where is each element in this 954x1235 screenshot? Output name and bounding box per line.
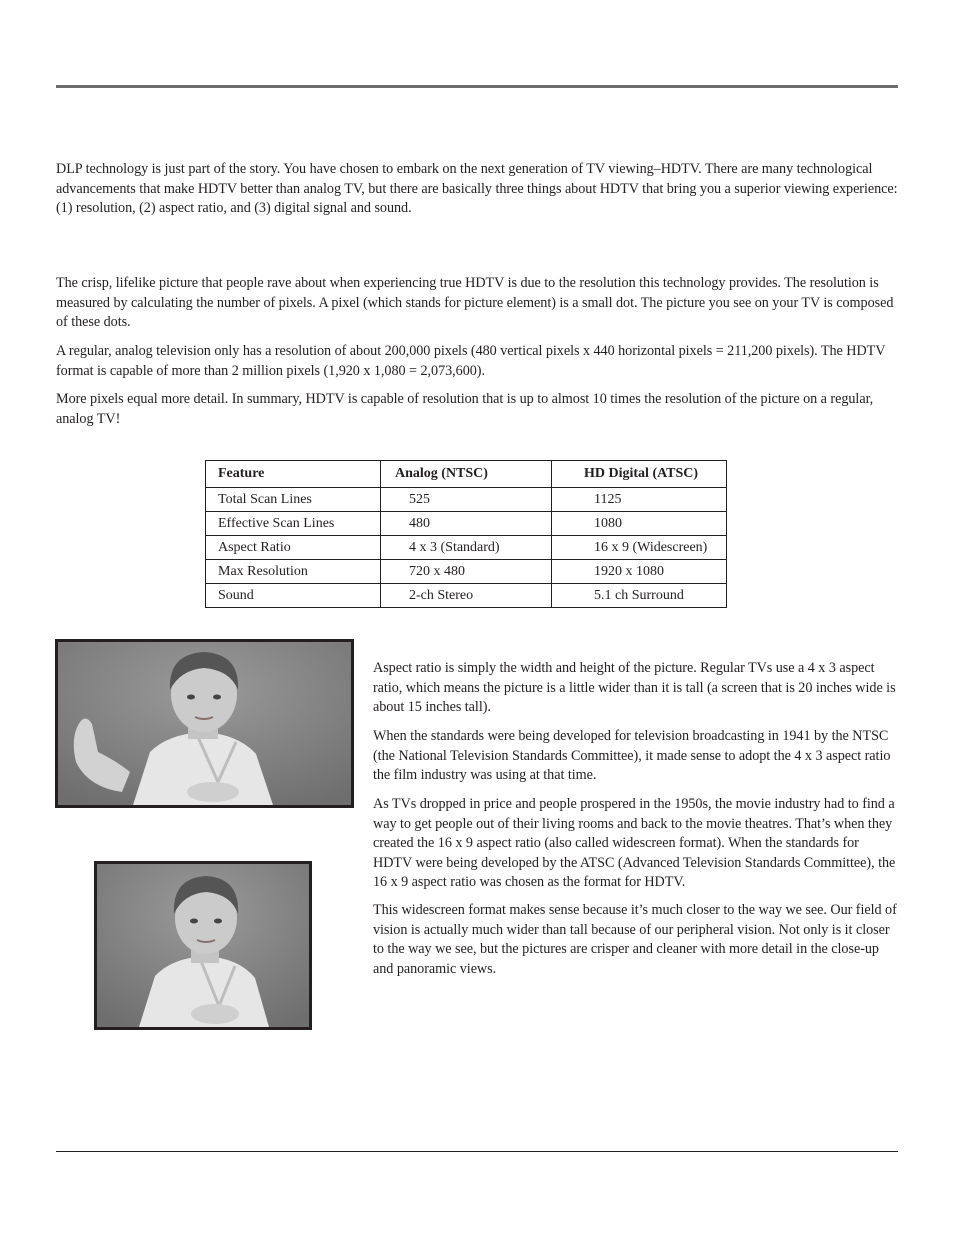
table-cell: 2-ch Stereo: [381, 584, 552, 608]
footer-rule: [56, 1151, 898, 1152]
resolution-paragraph-1: The crisp, lifelike picture that people rave about when experiencing true HDTV is due to the resolution this technology provides. The resolution is measured by calculating the number of pixels. A pixel (which stands for picture element) is a small dot. The picture you see on your TV is composed of these dots.: [56, 275, 894, 330]
table-cell: Aspect Ratio: [206, 536, 381, 560]
table-cell: 480: [381, 512, 552, 536]
table-header-cell: Analog (NTSC): [381, 461, 552, 488]
aspect-paragraph-3: As TVs dropped in price and people prospered in the 1950s, the movie industry had to find a way to get people out of their living rooms and back to the movie theatres. That’s when they created the 16 x 9 aspect ratio (also called widescreen format). When the standards for HDTV were being developed by the ATSC (Advanced Television Standards Committee), the 16 x 9 aspect ratio was chosen as the format for HDTV.: [373, 796, 896, 890]
standard-photo: [94, 861, 312, 1030]
resolution-paragraph-2: A regular, analog television only has a resolution of about 200,000 pixels (480 vertical pixels x 440 horizontal pixels = 211,200 pixels). The HDTV format is capable of more than 2 million pixels (1,920 x 1,080 = 2,073,600).: [56, 343, 886, 379]
resolution-paragraph-3: More pixels equal more detail. In summary, HDTV is capable of resolution that is up to almost 10 times the resolution of the picture on a regular, analog TV!: [56, 391, 874, 427]
table-cell: Sound: [206, 584, 381, 608]
table-cell: 720 x 480: [381, 560, 552, 584]
table-row: [206, 560, 727, 584]
table-cell: 1125: [552, 488, 727, 512]
table-row: [206, 584, 727, 608]
table-cell: Effective Scan Lines: [206, 512, 381, 536]
table-cell: Max Resolution: [206, 560, 381, 584]
table-cell: 5.1 ch Surround: [552, 584, 727, 608]
table-cell: Total Scan Lines: [206, 488, 381, 512]
widescreen-photo: [55, 639, 354, 808]
intro-paragraph: DLP technology is just part of the story. You have chosen to embark on the next generation of TV viewing–HDTV. There are many technological advancements that make HDTV better than analog TV, but there are basically three things about HDTV that bring you a superior viewing experience: (1) resolution, (2) aspect ratio, and (3) digital signal and sound.: [56, 161, 898, 216]
aspect-paragraph-1: Aspect ratio is simply the width and height of the picture. Regular TVs use a 4 x 3 aspect ratio, which means the picture is a little wider than it is tall (a screen that is 20 inches wide is about 15 inches tall).: [373, 660, 896, 715]
table-row: [206, 488, 727, 512]
table-cell: 525: [381, 488, 552, 512]
aspect-paragraph-2: When the standards were being developed for television broadcasting in 1941 by the NTSC (the National Television Standards Committee), it made sense to adopt the 4 x 3 aspect ratio the film industry was using at that time.: [373, 728, 891, 783]
table-cell: 4 x 3 (Standard): [381, 536, 552, 560]
aspect-paragraph-4: This widescreen format makes sense because it’s much closer to the way we see. Our field of vision is actually much wider than tall because of our peripheral vision. Not only is it closer to the way we see, but the pictures are crisper and cleaner with more detail in the close-up and panoramic views.: [373, 902, 897, 977]
table-cell: 1080: [552, 512, 727, 536]
header-rule: [56, 85, 898, 88]
table-row: [206, 512, 727, 536]
table-cell: 1920 x 1080: [552, 560, 727, 584]
table-header-cell: Feature: [206, 461, 381, 488]
comparison-table: [205, 460, 727, 608]
table-row: [206, 536, 727, 560]
table-header-cell: HD Digital (ATSC): [552, 461, 727, 488]
table-cell: 16 x 9 (Widescreen): [552, 536, 727, 560]
table-header-row: [206, 461, 727, 488]
